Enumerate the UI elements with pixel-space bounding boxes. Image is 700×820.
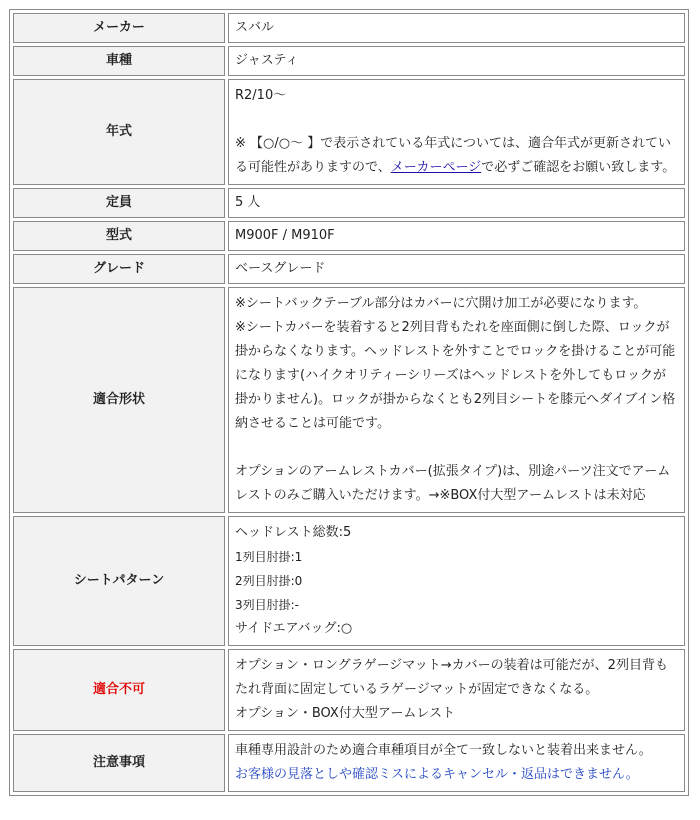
value-notes: [228, 734, 685, 792]
label-type: 型式: [13, 221, 225, 251]
row-grade: [13, 254, 685, 284]
label-model: 車種: [13, 46, 225, 76]
value-type: M900F / M910F: [228, 221, 685, 251]
seat-pattern-line: ヘッドレスト総数:5: [235, 525, 352, 540]
year-note: [235, 132, 678, 180]
label-seat-pattern: シートパターン: [13, 516, 225, 646]
label-maker: メーカー: [13, 13, 225, 43]
fit-line: オプションのアームレストカバー(拡張タイプ)は、別途パーツ注文でアームレストのみご購入いただけます。→※BOX付大型アームレストは未対応: [235, 464, 671, 503]
row-notes: [13, 734, 685, 792]
row-fit: [13, 287, 685, 513]
row-type: [13, 221, 685, 251]
incompatible-line: オプション・BOX付大型アームレスト: [235, 706, 456, 721]
row-incompatible: [13, 649, 685, 731]
year-range: R2/10～: [235, 88, 287, 103]
spec-table: [9, 9, 689, 796]
seat-pattern-line: 3列目肘掛:-: [235, 598, 300, 612]
label-capacity: 定員: [13, 188, 225, 218]
notes-warning-line: お客様の見落としや確認ミスによるキャンセル・返品はできません。: [235, 767, 639, 782]
value-incompatible: [228, 649, 685, 731]
row-maker: [13, 13, 685, 43]
row-seat-pattern: [13, 516, 685, 646]
fit-line: ※シートバックテーブル部分はカバーに穴開け加工が必要になります。: [235, 296, 647, 311]
seat-pattern-line: サイドエアバッグ:○: [235, 621, 353, 636]
value-grade: ベースグレード: [228, 254, 685, 284]
row-model: [13, 46, 685, 76]
seat-pattern-line: 2列目肘掛:0: [235, 574, 303, 588]
label-notes: 注意事項: [13, 734, 225, 792]
year-note-prefix: ※ 【○/○～ 】で表示されている年式については、適合年式が更新されている可能性がありますので、: [235, 136, 671, 175]
label-fit: 適合形状: [13, 287, 225, 513]
maker-page-link[interactable]: メーカーページ: [390, 160, 482, 175]
value-capacity: 5 人: [228, 188, 685, 218]
value-seat-pattern: [228, 516, 685, 646]
label-year: 年式: [13, 79, 225, 185]
value-maker: スバル: [228, 13, 685, 43]
value-model: ジャスティ: [228, 46, 685, 76]
label-grade: グレード: [13, 254, 225, 284]
seat-pattern-line: 1列目肘掛:1: [235, 550, 303, 564]
row-capacity: [13, 188, 685, 218]
incompatible-line: オプション・ロングラゲージマット→カバーの装着は可能だが、2列目背もたれ背面に固定しているラゲージマットが固定できなくなる。: [235, 658, 668, 697]
notes-line: 車種専用設計のため適合車種項目が全て一致しないと装着出来ません。: [235, 743, 652, 758]
value-fit: [228, 287, 685, 513]
fit-line: ※シートカバーを装着すると2列目背もたれを座面側に倒した際、ロックが掛からなくなります。ヘッドレストを外すことでロックを掛けることが可能になります(ハイクオリティーシリーズはヘッドレストを外してもロックが掛かりません)。ロックが掛からなくとも2列目シートを膝元へダイブイン格納させることは可能です。: [235, 320, 676, 431]
label-incompatible: 適合不可: [13, 649, 225, 731]
row-year: [13, 79, 685, 185]
year-note-suffix: で必ずご確認をお願い致します。: [481, 160, 676, 175]
value-year: [228, 79, 685, 185]
